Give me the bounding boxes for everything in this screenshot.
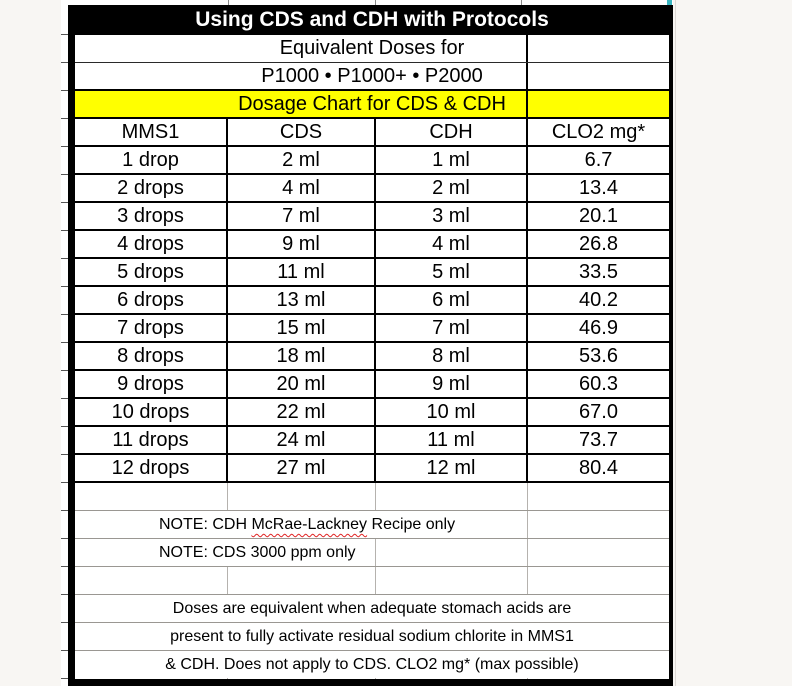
table-row xyxy=(75,343,669,371)
note1-suffix: Recipe only xyxy=(367,516,456,533)
subtitle-row-1 xyxy=(75,35,669,63)
cell-clo2: 26.8 xyxy=(579,233,618,255)
cell-clo2: 46.9 xyxy=(579,317,618,339)
column-divider xyxy=(526,91,528,117)
cell-cds: 15 ml xyxy=(228,315,376,341)
cell-cds: 4 ml xyxy=(228,175,376,201)
cell-mms1: 2 drops xyxy=(75,175,228,201)
cell-cdh: 5 ml xyxy=(376,259,528,285)
cell-cdh: 1 ml xyxy=(376,147,528,173)
cell-cdh: 10 ml xyxy=(376,399,528,425)
column-divider xyxy=(526,63,528,89)
cell-clo2: 67.0 xyxy=(579,401,618,423)
cell-mms1: 5 drops xyxy=(75,259,228,285)
note-line-2 xyxy=(75,539,669,567)
footer-line-3 xyxy=(75,651,669,679)
table-row xyxy=(75,231,669,259)
table-row xyxy=(75,455,669,483)
dosage-banner xyxy=(75,91,669,119)
outer-gridline xyxy=(675,0,676,686)
note1-prefix: NOTE: CDH xyxy=(159,516,252,533)
cell-cdh: 6 ml xyxy=(376,287,528,313)
cell-cds: 22 ml xyxy=(228,399,376,425)
cell-mms1: 3 drops xyxy=(75,203,228,229)
cell-cds: 9 ml xyxy=(228,231,376,257)
cell-mms1: 1 drop xyxy=(75,147,228,173)
cell-cds: 13 ml xyxy=(228,287,376,313)
cell-cdh: 9 ml xyxy=(376,371,528,397)
dosage-table xyxy=(68,5,673,686)
notes-section xyxy=(75,483,669,679)
cell-cds: 2 ml xyxy=(228,147,376,173)
table-row xyxy=(75,175,669,203)
column-header-clo2: CLO2 mg* xyxy=(551,121,646,143)
table-title: Using CDS and CDH with Protocols xyxy=(75,5,669,35)
cell-clo2: 80.4 xyxy=(579,457,618,479)
cell-cds: 11 ml xyxy=(228,259,376,285)
cell-clo2: 60.3 xyxy=(579,373,618,395)
column-header-mms1: MMS1 xyxy=(75,119,228,145)
column-header-cds: CDS xyxy=(228,119,376,145)
table-row xyxy=(75,287,669,315)
column-header-cdh: CDH xyxy=(376,119,528,145)
footer-line-2 xyxy=(75,623,669,651)
cell-clo2: 53.6 xyxy=(579,345,618,367)
column-header-row xyxy=(75,119,669,147)
note2-text: NOTE: CDS 3000 ppm only xyxy=(157,539,358,566)
cell-clo2: 6.7 xyxy=(584,149,613,171)
cell-cdh: 12 ml xyxy=(376,455,528,481)
footer-text-2: present to fully activate residual sodium chlorite in MMS1 xyxy=(168,623,576,650)
table-row xyxy=(75,427,669,455)
cell-clo2: 33.5 xyxy=(579,261,618,283)
spellcheck-flagged-word: McRae-Lackney xyxy=(251,516,368,533)
cell-cds: 20 ml xyxy=(228,371,376,397)
footer-text-3: & CDH. Does not apply to CDS. CLO2 mg* (max possible) xyxy=(163,651,580,678)
table-row xyxy=(75,371,669,399)
subtitle-row-2 xyxy=(75,63,669,91)
cell-cdh: 11 ml xyxy=(376,427,528,453)
footer-line-1 xyxy=(75,595,669,623)
cell-mms1: 7 drops xyxy=(75,315,228,341)
empty-row xyxy=(75,567,669,595)
cell-clo2: 13.4 xyxy=(579,177,618,199)
column-divider xyxy=(526,35,528,62)
cell-mms1: 10 drops xyxy=(75,399,228,425)
cell-clo2: 20.1 xyxy=(579,205,618,227)
table-row xyxy=(75,399,669,427)
cell-cds: 27 ml xyxy=(228,455,376,481)
cell-cdh: 4 ml xyxy=(376,231,528,257)
protocol-names: P1000 • P1000+ • P2000 xyxy=(261,65,483,87)
table-row xyxy=(75,259,669,287)
cell-mms1: 8 drops xyxy=(75,343,228,369)
cell-cdh: 8 ml xyxy=(376,343,528,369)
cell-mms1: 4 drops xyxy=(75,231,228,257)
subtitle-text-1: Equivalent Doses for xyxy=(279,37,465,59)
cell-mms1: 11 drops xyxy=(75,427,228,453)
cell-cdh: 7 ml xyxy=(376,315,528,341)
cell-mms1: 12 drops xyxy=(75,455,228,481)
cell-cds: 18 ml xyxy=(228,343,376,369)
cell-clo2: 73.7 xyxy=(579,429,618,451)
adjacent-column-sliver xyxy=(61,0,68,686)
empty-row xyxy=(75,483,669,511)
table-row xyxy=(75,203,669,231)
cell-cdh: 2 ml xyxy=(376,175,528,201)
cell-cdh: 3 ml xyxy=(376,203,528,229)
footer-text-1: Doses are equivalent when adequate stomach acids are xyxy=(171,595,573,622)
cell-cds: 7 ml xyxy=(228,203,376,229)
table-row xyxy=(75,147,669,175)
dosage-banner-label: Dosage Chart for CDS & CDH xyxy=(238,93,506,115)
cell-mms1: 9 drops xyxy=(75,371,228,397)
note-line-1 xyxy=(75,511,669,539)
cell-clo2: 40.2 xyxy=(579,289,618,311)
cell-mms1: 6 drops xyxy=(75,287,228,313)
cell-cds: 24 ml xyxy=(228,427,376,453)
table-row xyxy=(75,315,669,343)
